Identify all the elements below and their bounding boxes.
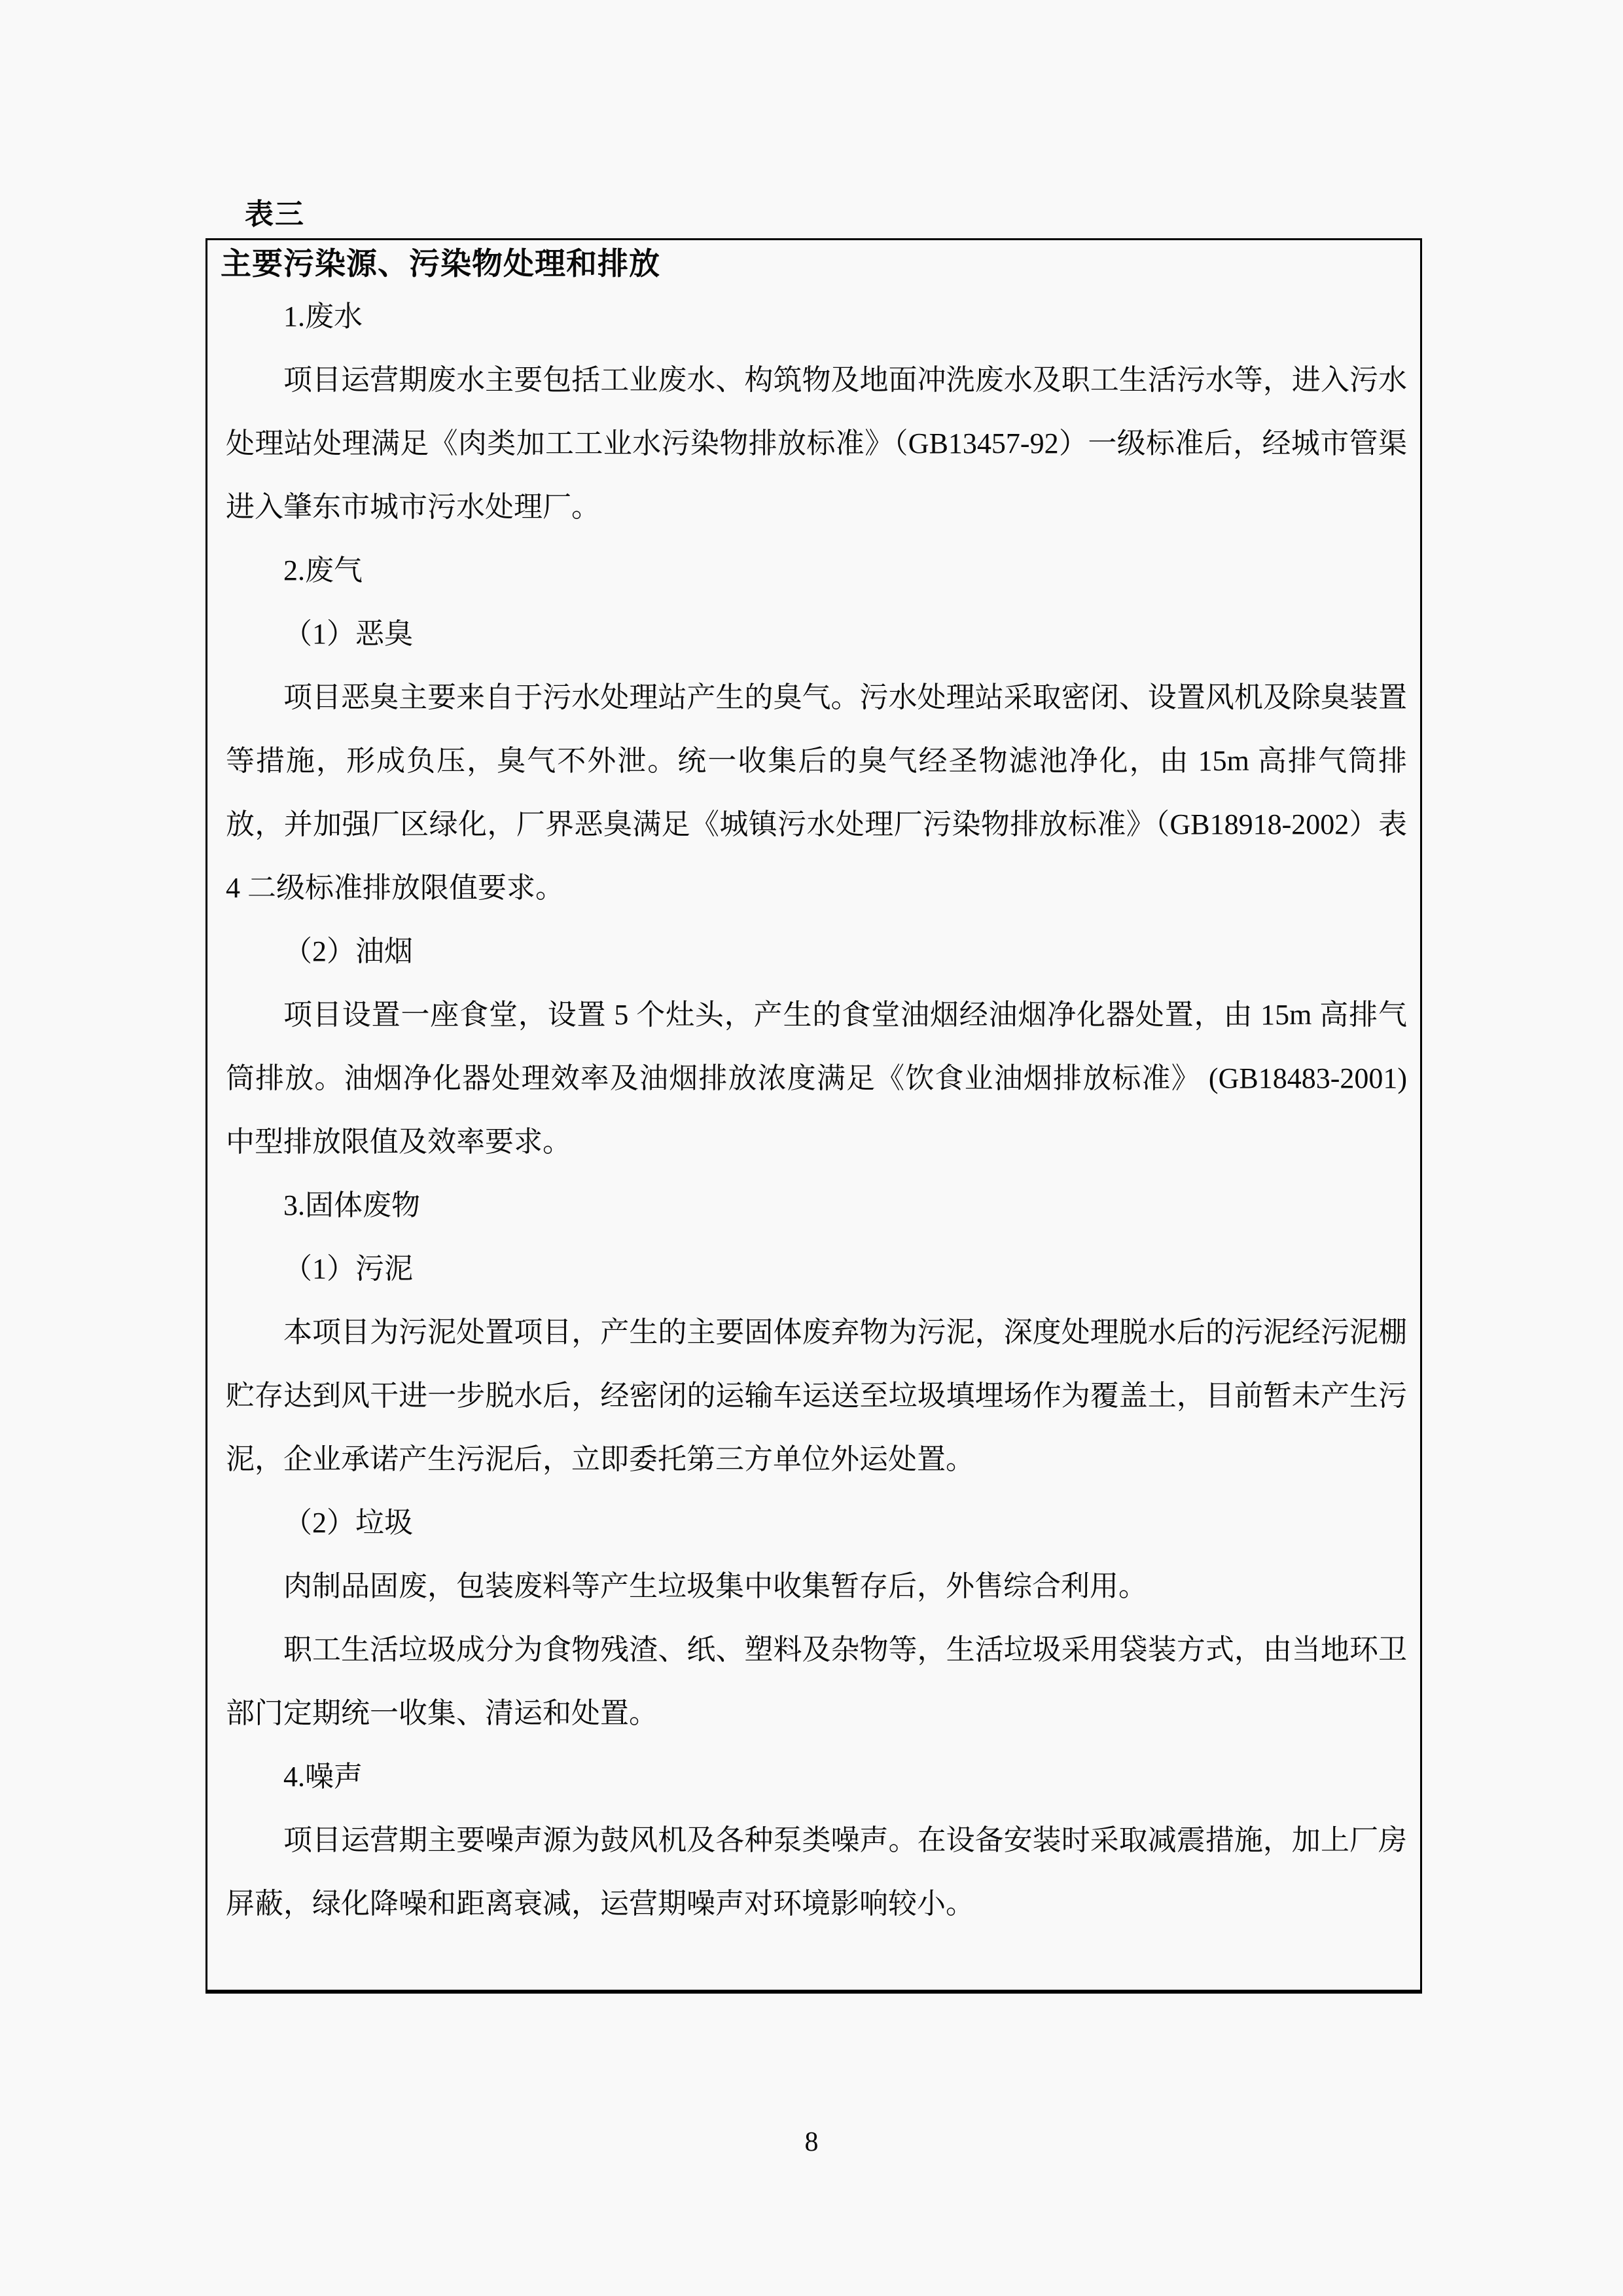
table-caption: 表三 (245, 198, 305, 230)
table-header-title: 主要污染源、污染物处理和排放 (221, 246, 660, 281)
section-heading-wastewater: 1.废水 (283, 300, 363, 332)
page-number: 8 (804, 2127, 819, 2157)
section-heading-solid-waste: 3.固体废物 (283, 1189, 420, 1221)
subsection-heading-cooking-fumes: （2）油烟 (283, 935, 413, 967)
paragraph-wastewater: 项目运营期废水主要包括工业废水、构筑物及地面冲洗废水及职工生活污水等，进入污水处理站处理满足《肉类加工工业水污染物排放标准》（GB13457-92）一级标准后，经城市管渠进入肇东市城市污水处理厂。 (226, 364, 1407, 523)
table-body (207, 282, 1420, 1935)
paragraph-noise: 项目运营期主要噪声源为鼓风机及各种泵类噪声。在设备安装时采取减震措施，加上厂房屏蔽，绿化降噪和距离衰减，运营期噪声对环境影响较小。 (226, 1824, 1407, 1920)
section-heading-exhaust-gas: 2.废气 (283, 554, 363, 586)
section-heading-noise: 4.噪声 (283, 1761, 363, 1793)
paragraph-sludge: 本项目为污泥处置项目，产生的主要固体废弃物为污泥，深度处理脱水后的污泥经污泥棚贮存达到风干进一步脱水后，经密闭的运输车运送至垃圾填埋场作为覆盖土，目前暂未产生污泥，企业承诺产生污泥后，立即委托第三方单位外运处置。 (226, 1316, 1407, 1475)
pollution-table (205, 238, 1422, 1994)
subsection-heading-odor: （1）恶臭 (283, 618, 413, 650)
subsection-heading-sludge: （1）污泥 (283, 1253, 413, 1285)
subsection-heading-garbage: （2）垃圾 (283, 1507, 413, 1539)
paragraph-odor: 项目恶臭主要来自于污水处理站产生的臭气。污水处理站采取密闭、设置风机及除臭装置等措施，形成负压，臭气不外泄。统一收集后的臭气经圣物滤池净化，由 15m 高排气筒排放，并加强厂区绿化，厂界恶臭满足《城镇污水处理厂污染物排放标准》（GB18918-2002）表 4 二级标准排放限值要求。 (226, 681, 1407, 904)
paragraph-cooking-fumes: 项目设置一座食堂，设置 5 个灶头，产生的食堂油烟经油烟净化器处置，由 15m 高排气筒排放。油烟净化器处理效率及油烟排放浓度满足《饮食业油烟排放标准》 (GB18483-2001)中型排放限值及效率要求。 (226, 999, 1407, 1158)
paragraph-industrial-garbage: 肉制品固废，包装废料等产生垃圾集中收集暂存后，外售综合利用。 (283, 1570, 1147, 1602)
paragraph-domestic-garbage: 职工生活垃圾成分为食物残渣、纸、塑料及杂物等，生活垃圾采用袋装方式，由当地环卫部门定期统一收集、清运和处置。 (226, 1634, 1407, 1729)
